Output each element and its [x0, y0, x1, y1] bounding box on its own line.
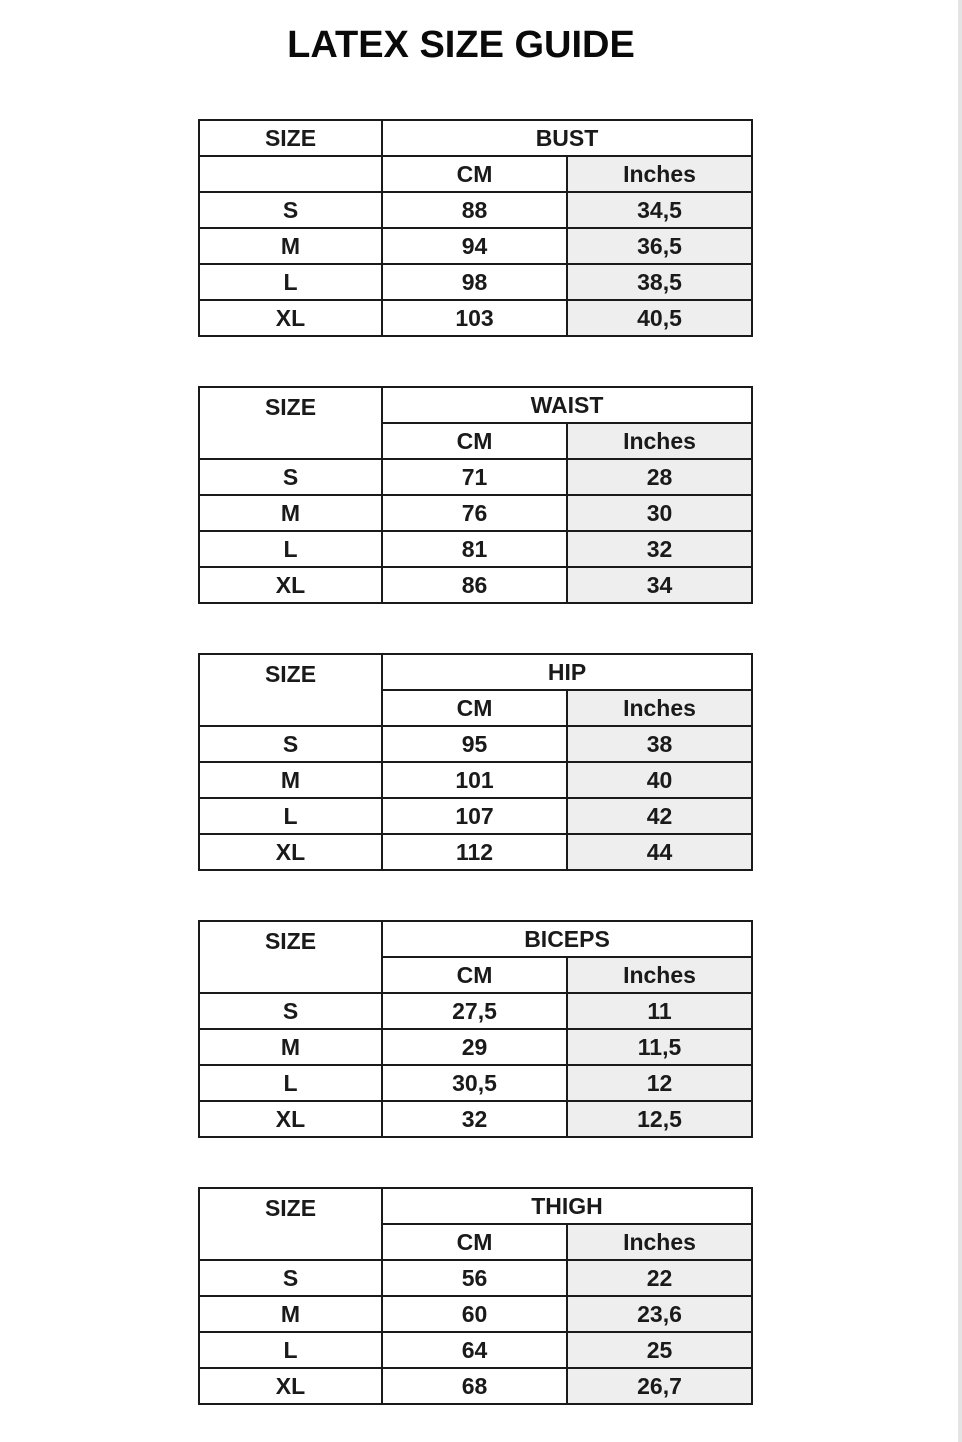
cm-cell: 30,5	[382, 1065, 567, 1101]
cm-header: CM	[382, 690, 567, 726]
measure-header: HIP	[382, 654, 752, 690]
table-row	[199, 459, 752, 495]
table-header-row	[199, 1188, 752, 1224]
inches-cell: 12,5	[567, 1101, 752, 1137]
inches-cell: 38	[567, 726, 752, 762]
inches-cell: 38,5	[567, 264, 752, 300]
cm-cell: 56	[382, 1260, 567, 1296]
table-row	[199, 228, 752, 264]
cm-cell: 112	[382, 834, 567, 870]
size-cell: S	[199, 726, 382, 762]
thigh-size-table	[198, 1187, 753, 1405]
table-row	[199, 834, 752, 870]
inches-cell: 36,5	[567, 228, 752, 264]
inches-header: Inches	[567, 690, 752, 726]
cm-header: CM	[382, 156, 567, 192]
size-header: SIZE	[199, 120, 382, 156]
cm-cell: 94	[382, 228, 567, 264]
size-cell: M	[199, 495, 382, 531]
inches-header: Inches	[567, 957, 752, 993]
cm-cell: 88	[382, 192, 567, 228]
table-row	[199, 495, 752, 531]
inches-cell: 25	[567, 1332, 752, 1368]
cm-cell: 107	[382, 798, 567, 834]
size-header: SIZE	[199, 921, 382, 993]
page-title: LATEX SIZE GUIDE	[287, 24, 635, 66]
inches-cell: 40	[567, 762, 752, 798]
table-row	[199, 1260, 752, 1296]
waist-size-table	[198, 386, 753, 604]
page-right-edge	[958, 0, 962, 1442]
table-row	[199, 762, 752, 798]
cm-cell: 76	[382, 495, 567, 531]
cm-cell: 101	[382, 762, 567, 798]
inches-header: Inches	[567, 156, 752, 192]
biceps-size-table	[198, 920, 753, 1138]
size-cell: S	[199, 1260, 382, 1296]
measure-header: BICEPS	[382, 921, 752, 957]
size-header: SIZE	[199, 387, 382, 459]
cm-cell: 27,5	[382, 993, 567, 1029]
inches-cell: 34,5	[567, 192, 752, 228]
inches-header: Inches	[567, 1224, 752, 1260]
size-cell: L	[199, 264, 382, 300]
size-cell: XL	[199, 300, 382, 336]
table-header-row	[199, 921, 752, 957]
table-row	[199, 726, 752, 762]
cm-header: CM	[382, 1224, 567, 1260]
table-row	[199, 1332, 752, 1368]
table-row	[199, 1101, 752, 1137]
table-header-row	[199, 654, 752, 690]
cm-cell: 68	[382, 1368, 567, 1404]
cm-cell: 32	[382, 1101, 567, 1137]
size-cell: M	[199, 228, 382, 264]
inches-header: Inches	[567, 423, 752, 459]
size-cell: S	[199, 192, 382, 228]
table-row	[199, 531, 752, 567]
table-row	[199, 300, 752, 336]
inches-cell: 30	[567, 495, 752, 531]
cm-cell: 29	[382, 1029, 567, 1065]
cm-header: CM	[382, 423, 567, 459]
size-cell: S	[199, 459, 382, 495]
size-cell: XL	[199, 834, 382, 870]
inches-cell: 44	[567, 834, 752, 870]
measure-header: BUST	[382, 120, 752, 156]
size-cell: L	[199, 531, 382, 567]
inches-cell: 32	[567, 531, 752, 567]
size-cell: S	[199, 993, 382, 1029]
cm-cell: 95	[382, 726, 567, 762]
size-cell: M	[199, 1296, 382, 1332]
table-row	[199, 798, 752, 834]
cm-cell: 71	[382, 459, 567, 495]
cm-cell: 103	[382, 300, 567, 336]
measure-header: THIGH	[382, 1188, 752, 1224]
size-cell: L	[199, 1065, 382, 1101]
measure-header: WAIST	[382, 387, 752, 423]
inches-cell: 42	[567, 798, 752, 834]
table-row	[199, 1368, 752, 1404]
table-header-row	[199, 387, 752, 423]
hip-size-table	[198, 653, 753, 871]
table-row	[199, 1065, 752, 1101]
inches-cell: 40,5	[567, 300, 752, 336]
table-row	[199, 993, 752, 1029]
inches-cell: 23,6	[567, 1296, 752, 1332]
size-header: SIZE	[199, 654, 382, 726]
cm-cell: 98	[382, 264, 567, 300]
cm-cell: 81	[382, 531, 567, 567]
size-cell: M	[199, 1029, 382, 1065]
cm-cell: 64	[382, 1332, 567, 1368]
inches-cell: 26,7	[567, 1368, 752, 1404]
table-row	[199, 1029, 752, 1065]
table-row	[199, 1296, 752, 1332]
inches-cell: 11,5	[567, 1029, 752, 1065]
blank-header-cell	[199, 156, 382, 192]
inches-cell: 22	[567, 1260, 752, 1296]
size-cell: XL	[199, 1368, 382, 1404]
cm-cell: 86	[382, 567, 567, 603]
inches-cell: 12	[567, 1065, 752, 1101]
table-row	[199, 192, 752, 228]
size-cell: XL	[199, 1101, 382, 1137]
table-unit-row	[199, 156, 752, 192]
table-header-row	[199, 120, 752, 156]
size-cell: L	[199, 1332, 382, 1368]
inches-cell: 11	[567, 993, 752, 1029]
size-header: SIZE	[199, 1188, 382, 1260]
size-cell: L	[199, 798, 382, 834]
table-row	[199, 264, 752, 300]
inches-cell: 28	[567, 459, 752, 495]
cm-cell: 60	[382, 1296, 567, 1332]
cm-header: CM	[382, 957, 567, 993]
bust-size-table	[198, 119, 753, 337]
inches-cell: 34	[567, 567, 752, 603]
size-cell: M	[199, 762, 382, 798]
table-row	[199, 567, 752, 603]
size-cell: XL	[199, 567, 382, 603]
